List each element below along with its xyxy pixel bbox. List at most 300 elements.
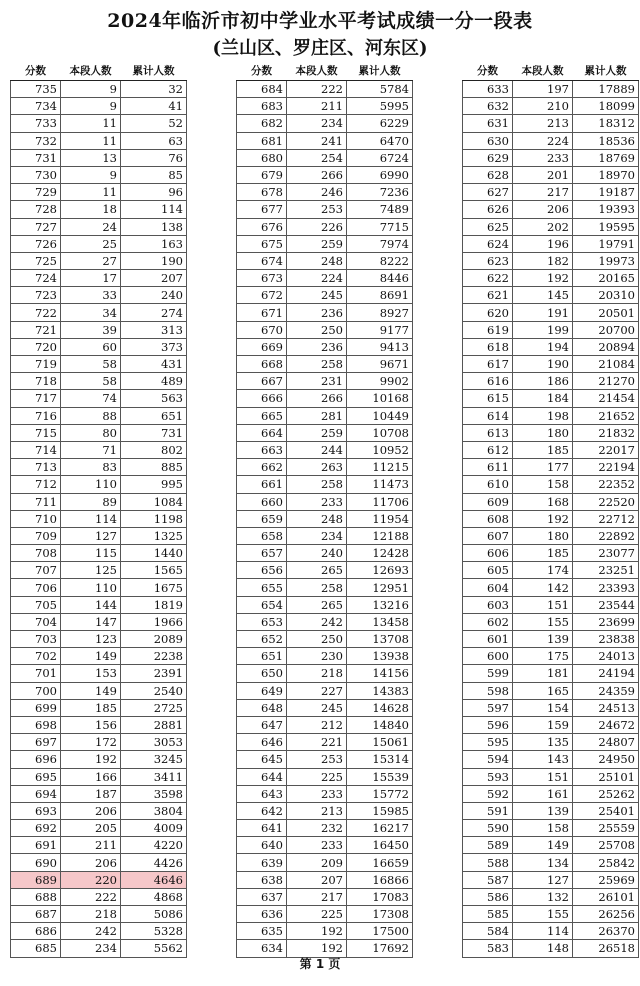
- score-cell: 727: [11, 218, 61, 235]
- cumulative-count-cell: 4220: [121, 837, 187, 854]
- score-cell: 673: [237, 270, 287, 287]
- cumulative-count-cell: 9671: [347, 356, 413, 373]
- segment-count-cell: 233: [287, 785, 347, 802]
- table-row: [463, 545, 639, 562]
- header-cumulative-count: 累计人数: [347, 63, 413, 81]
- segment-count-cell: 199: [513, 321, 573, 338]
- score-cell: 588: [463, 854, 513, 871]
- cumulative-count-cell: 4646: [121, 871, 187, 888]
- table-row: [11, 751, 187, 768]
- table-row: [237, 270, 413, 287]
- score-cell: 643: [237, 785, 287, 802]
- table-row: [463, 184, 639, 201]
- segment-count-cell: 9: [61, 98, 121, 115]
- table-row: [463, 424, 639, 441]
- score-cell: 681: [237, 132, 287, 149]
- cumulative-count-cell: 2391: [121, 665, 187, 682]
- score-cell: 678: [237, 184, 287, 201]
- cumulative-count-cell: 12693: [347, 562, 413, 579]
- segment-count-cell: 139: [513, 802, 573, 819]
- table-row: [463, 562, 639, 579]
- table-row: [11, 716, 187, 733]
- score-cell: 663: [237, 441, 287, 458]
- score-cell: 631: [463, 115, 513, 132]
- cumulative-count-cell: 25262: [573, 785, 639, 802]
- cumulative-count-cell: 96: [121, 184, 187, 201]
- page-subtitle: (兰山区、罗庄区、河东区): [212, 38, 428, 59]
- score-cell: 670: [237, 321, 287, 338]
- table-row: [463, 751, 639, 768]
- score-cell: 586: [463, 888, 513, 905]
- cumulative-count-cell: 8446: [347, 270, 413, 287]
- table-row: [237, 923, 413, 940]
- table-row: [11, 390, 187, 407]
- cumulative-count-cell: 6470: [347, 132, 413, 149]
- score-cell: 679: [237, 166, 287, 183]
- cumulative-count-cell: 18312: [573, 115, 639, 132]
- segment-count-cell: 25: [61, 235, 121, 252]
- cumulative-count-cell: 24194: [573, 665, 639, 682]
- segment-count-cell: 177: [513, 459, 573, 476]
- segment-count-cell: 196: [513, 235, 573, 252]
- table-row: [463, 579, 639, 596]
- segment-count-cell: 222: [287, 81, 347, 98]
- segment-count-cell: 147: [61, 613, 121, 630]
- table-row: [463, 235, 639, 252]
- segment-count-cell: 245: [287, 287, 347, 304]
- score-cell: 608: [463, 510, 513, 527]
- cumulative-count-cell: 1966: [121, 613, 187, 630]
- cumulative-count-cell: 3245: [121, 751, 187, 768]
- cumulative-count-cell: 17692: [347, 940, 413, 957]
- table-row: [11, 476, 187, 493]
- cumulative-count-cell: 15314: [347, 751, 413, 768]
- table-row: [11, 218, 187, 235]
- segment-count-cell: 39: [61, 321, 121, 338]
- cumulative-count-cell: 3804: [121, 802, 187, 819]
- table-row: [237, 390, 413, 407]
- score-cell: 693: [11, 802, 61, 819]
- score-cell: 664: [237, 424, 287, 441]
- table-row: [11, 252, 187, 269]
- cumulative-count-cell: 25401: [573, 802, 639, 819]
- cumulative-count-cell: 4426: [121, 854, 187, 871]
- cumulative-count-cell: 10449: [347, 407, 413, 424]
- cumulative-count-cell: 63: [121, 132, 187, 149]
- segment-count-cell: 206: [61, 802, 121, 819]
- score-cell: 696: [11, 751, 61, 768]
- cumulative-count-cell: 274: [121, 304, 187, 321]
- table-row: [463, 304, 639, 321]
- table-row: [11, 648, 187, 665]
- cumulative-count-cell: 207: [121, 270, 187, 287]
- cumulative-count-cell: 32: [121, 81, 187, 98]
- segment-count-cell: 281: [287, 407, 347, 424]
- score-cell: 620: [463, 304, 513, 321]
- score-cell: 654: [237, 596, 287, 613]
- table-row: [463, 270, 639, 287]
- table-row: [463, 699, 639, 716]
- table-row: [463, 734, 639, 751]
- table-row: [463, 854, 639, 871]
- cumulative-count-cell: 163: [121, 235, 187, 252]
- segment-count-cell: 253: [287, 201, 347, 218]
- cumulative-count-cell: 19393: [573, 201, 639, 218]
- cumulative-count-cell: 23544: [573, 596, 639, 613]
- score-cell: 675: [237, 235, 287, 252]
- score-cell: 605: [463, 562, 513, 579]
- cumulative-count-cell: 17500: [347, 923, 413, 940]
- cumulative-count-cell: 1198: [121, 510, 187, 527]
- score-cell: 657: [237, 545, 287, 562]
- segment-count-cell: 254: [287, 149, 347, 166]
- score-cell: 583: [463, 940, 513, 957]
- cumulative-count-cell: 19973: [573, 252, 639, 269]
- table-row: [463, 115, 639, 132]
- cumulative-count-cell: 15061: [347, 734, 413, 751]
- table-row: [237, 252, 413, 269]
- segment-count-cell: 80: [61, 424, 121, 441]
- segment-count-cell: 110: [61, 476, 121, 493]
- score-cell: 619: [463, 321, 513, 338]
- score-cell: 726: [11, 235, 61, 252]
- table-row: [237, 768, 413, 785]
- cumulative-count-cell: 18099: [573, 98, 639, 115]
- score-cell: 730: [11, 166, 61, 183]
- table-row: [463, 201, 639, 218]
- score-cell: 683: [237, 98, 287, 115]
- segment-count-cell: 115: [61, 545, 121, 562]
- score-cell: 721: [11, 321, 61, 338]
- segment-count-cell: 175: [513, 648, 573, 665]
- cumulative-count-cell: 13458: [347, 613, 413, 630]
- score-cell: 691: [11, 837, 61, 854]
- cumulative-count-cell: 23393: [573, 579, 639, 596]
- table-row: [237, 716, 413, 733]
- table-row: [237, 373, 413, 390]
- table-row: [11, 888, 187, 905]
- cumulative-count-cell: 4868: [121, 888, 187, 905]
- score-cell: 729: [11, 184, 61, 201]
- score-cell: 700: [11, 682, 61, 699]
- segment-count-cell: 192: [287, 923, 347, 940]
- segment-count-cell: 71: [61, 441, 121, 458]
- score-cell: 715: [11, 424, 61, 441]
- score-cell: 677: [237, 201, 287, 218]
- cumulative-count-cell: 1819: [121, 596, 187, 613]
- cumulative-count-cell: 22892: [573, 527, 639, 544]
- score-cell: 701: [11, 665, 61, 682]
- score-table-3: [462, 63, 639, 958]
- segment-count-cell: 110: [61, 579, 121, 596]
- table-row: [463, 98, 639, 115]
- segment-count-cell: 135: [513, 734, 573, 751]
- table-row: [237, 527, 413, 544]
- score-cell: 632: [463, 98, 513, 115]
- cumulative-count-cell: 23251: [573, 562, 639, 579]
- table-row: [11, 493, 187, 510]
- table-row: [11, 270, 187, 287]
- cumulative-count-cell: 19187: [573, 184, 639, 201]
- table-row: [237, 115, 413, 132]
- score-cell: 707: [11, 562, 61, 579]
- segment-count-cell: 250: [287, 631, 347, 648]
- score-cell: 671: [237, 304, 287, 321]
- segment-count-cell: 248: [287, 510, 347, 527]
- cumulative-count-cell: 25101: [573, 768, 639, 785]
- score-cell: 602: [463, 613, 513, 630]
- table-row: [11, 166, 187, 183]
- table-row: [11, 407, 187, 424]
- segment-count-cell: 224: [287, 270, 347, 287]
- score-cell: 666: [237, 390, 287, 407]
- cumulative-count-cell: 3598: [121, 785, 187, 802]
- table-row: [237, 665, 413, 682]
- cumulative-count-cell: 3053: [121, 734, 187, 751]
- score-cell: 731: [11, 149, 61, 166]
- cumulative-count-cell: 76: [121, 149, 187, 166]
- table-row: [11, 820, 187, 837]
- table-row: [237, 338, 413, 355]
- segment-count-cell: 13: [61, 149, 121, 166]
- score-cell: 694: [11, 785, 61, 802]
- segment-count-cell: 151: [513, 596, 573, 613]
- segment-count-cell: 227: [287, 682, 347, 699]
- table-row: [11, 802, 187, 819]
- score-cell: 610: [463, 476, 513, 493]
- cumulative-count-cell: 23699: [573, 613, 639, 630]
- segment-count-cell: 233: [287, 493, 347, 510]
- score-cell: 645: [237, 751, 287, 768]
- table-row: [237, 579, 413, 596]
- score-cell: 636: [237, 906, 287, 923]
- table-row: [237, 407, 413, 424]
- table-row: [237, 98, 413, 115]
- table-row: [237, 545, 413, 562]
- table-row: [237, 785, 413, 802]
- score-cell: 718: [11, 373, 61, 390]
- score-cell: 646: [237, 734, 287, 751]
- cumulative-count-cell: 3411: [121, 768, 187, 785]
- score-cell: 615: [463, 390, 513, 407]
- segment-count-cell: 207: [287, 871, 347, 888]
- segment-count-cell: 60: [61, 338, 121, 355]
- table-row: [463, 459, 639, 476]
- score-cell: 653: [237, 613, 287, 630]
- table-row: [237, 166, 413, 183]
- table-row: [463, 441, 639, 458]
- table-row: [11, 579, 187, 596]
- segment-count-cell: 234: [287, 115, 347, 132]
- segment-count-cell: 191: [513, 304, 573, 321]
- cumulative-count-cell: 17083: [347, 888, 413, 905]
- cumulative-count-cell: 25842: [573, 854, 639, 871]
- table-row: [11, 338, 187, 355]
- table-row: [237, 459, 413, 476]
- cumulative-count-cell: 22194: [573, 459, 639, 476]
- table-row: [463, 888, 639, 905]
- cumulative-count-cell: 20165: [573, 270, 639, 287]
- score-cell: 658: [237, 527, 287, 544]
- score-cell: 642: [237, 802, 287, 819]
- cumulative-count-cell: 16659: [347, 854, 413, 871]
- score-cell: 622: [463, 270, 513, 287]
- table-row: [11, 98, 187, 115]
- cumulative-count-cell: 8691: [347, 287, 413, 304]
- score-cell: 669: [237, 338, 287, 355]
- segment-count-cell: 145: [513, 287, 573, 304]
- table-row: [11, 631, 187, 648]
- segment-count-cell: 266: [287, 390, 347, 407]
- cumulative-count-cell: 7489: [347, 201, 413, 218]
- cumulative-count-cell: 17889: [573, 81, 639, 98]
- score-cell: 699: [11, 699, 61, 716]
- segment-count-cell: 186: [513, 373, 573, 390]
- segment-count-cell: 9: [61, 166, 121, 183]
- table-row: [237, 184, 413, 201]
- table-row: [463, 613, 639, 630]
- segment-count-cell: 88: [61, 407, 121, 424]
- score-cell: 590: [463, 820, 513, 837]
- table-row: [237, 837, 413, 854]
- score-cell: 695: [11, 768, 61, 785]
- segment-count-cell: 217: [513, 184, 573, 201]
- table-row: [463, 218, 639, 235]
- score-cell: 712: [11, 476, 61, 493]
- segment-count-cell: 187: [61, 785, 121, 802]
- cumulative-count-cell: 18970: [573, 166, 639, 183]
- segment-count-cell: 184: [513, 390, 573, 407]
- segment-count-cell: 33: [61, 287, 121, 304]
- table-row: [463, 665, 639, 682]
- table-row: [11, 699, 187, 716]
- segment-count-cell: 139: [513, 631, 573, 648]
- segment-count-cell: 180: [513, 424, 573, 441]
- score-cell: 599: [463, 665, 513, 682]
- cumulative-count-cell: 24359: [573, 682, 639, 699]
- table-row: [237, 321, 413, 338]
- cumulative-count-cell: 885: [121, 459, 187, 476]
- table-row: [11, 613, 187, 630]
- score-cell: 627: [463, 184, 513, 201]
- segment-count-cell: 213: [287, 802, 347, 819]
- segment-count-cell: 154: [513, 699, 573, 716]
- segment-count-cell: 250: [287, 321, 347, 338]
- score-cell: 652: [237, 631, 287, 648]
- table-row: [11, 441, 187, 458]
- score-cell: 682: [237, 115, 287, 132]
- score-cell: 601: [463, 631, 513, 648]
- table-row: [11, 304, 187, 321]
- segment-count-cell: 242: [287, 613, 347, 630]
- segment-count-cell: 222: [61, 888, 121, 905]
- segment-count-cell: 225: [287, 768, 347, 785]
- table-row: [11, 201, 187, 218]
- table-row: [463, 81, 639, 98]
- score-table-2: [236, 63, 413, 958]
- cumulative-count-cell: 15539: [347, 768, 413, 785]
- score-cell: 735: [11, 81, 61, 98]
- segment-count-cell: 213: [513, 115, 573, 132]
- cumulative-count-cell: 24807: [573, 734, 639, 751]
- segment-count-cell: 185: [513, 441, 573, 458]
- cumulative-count-cell: 731: [121, 424, 187, 441]
- score-cell: 616: [463, 373, 513, 390]
- table-row: [463, 527, 639, 544]
- cumulative-count-cell: 11706: [347, 493, 413, 510]
- score-cell: 713: [11, 459, 61, 476]
- segment-count-cell: 11: [61, 115, 121, 132]
- cumulative-count-cell: 4009: [121, 820, 187, 837]
- score-cell: 667: [237, 373, 287, 390]
- table-row: [463, 476, 639, 493]
- cumulative-count-cell: 13938: [347, 648, 413, 665]
- cumulative-count-cell: 18769: [573, 149, 639, 166]
- cumulative-count-cell: 21084: [573, 356, 639, 373]
- cumulative-count-cell: 13216: [347, 596, 413, 613]
- cumulative-count-cell: 2540: [121, 682, 187, 699]
- cumulative-count-cell: 5086: [121, 906, 187, 923]
- segment-count-cell: 24: [61, 218, 121, 235]
- header-score: 分数: [463, 63, 513, 81]
- score-cell: 686: [11, 923, 61, 940]
- header-segment-count: 本段人数: [287, 63, 347, 81]
- table-row: [463, 768, 639, 785]
- cumulative-count-cell: 18536: [573, 132, 639, 149]
- cumulative-count-cell: 5328: [121, 923, 187, 940]
- segment-count-cell: 263: [287, 459, 347, 476]
- score-cell: 587: [463, 871, 513, 888]
- cumulative-count-cell: 85: [121, 166, 187, 183]
- table-row: [237, 596, 413, 613]
- score-cell: 733: [11, 115, 61, 132]
- segment-count-cell: 218: [287, 665, 347, 682]
- cumulative-count-cell: 651: [121, 407, 187, 424]
- segment-count-cell: 245: [287, 699, 347, 716]
- table-row: [463, 338, 639, 355]
- segment-count-cell: 155: [513, 906, 573, 923]
- segment-count-cell: 74: [61, 390, 121, 407]
- score-cell: 697: [11, 734, 61, 751]
- segment-count-cell: 259: [287, 424, 347, 441]
- cumulative-count-cell: 23077: [573, 545, 639, 562]
- cumulative-count-cell: 25559: [573, 820, 639, 837]
- segment-count-cell: 206: [513, 201, 573, 218]
- score-cell: 635: [237, 923, 287, 940]
- table-row: [11, 321, 187, 338]
- score-cell: 623: [463, 252, 513, 269]
- cumulative-count-cell: 21454: [573, 390, 639, 407]
- score-cell: 725: [11, 252, 61, 269]
- cumulative-count-cell: 41: [121, 98, 187, 115]
- score-cell: 656: [237, 562, 287, 579]
- segment-count-cell: 11: [61, 132, 121, 149]
- table-row: [11, 459, 187, 476]
- score-cell: 603: [463, 596, 513, 613]
- cumulative-count-cell: 313: [121, 321, 187, 338]
- header-segment-count: 本段人数: [513, 63, 573, 81]
- score-cell: 720: [11, 338, 61, 355]
- score-cell: 724: [11, 270, 61, 287]
- table-row: [237, 304, 413, 321]
- table-row: [463, 596, 639, 613]
- segment-count-cell: 231: [287, 373, 347, 390]
- score-cell: 650: [237, 665, 287, 682]
- cumulative-count-cell: 563: [121, 390, 187, 407]
- cumulative-count-cell: 26101: [573, 888, 639, 905]
- score-cell: 655: [237, 579, 287, 596]
- score-cell: 719: [11, 356, 61, 373]
